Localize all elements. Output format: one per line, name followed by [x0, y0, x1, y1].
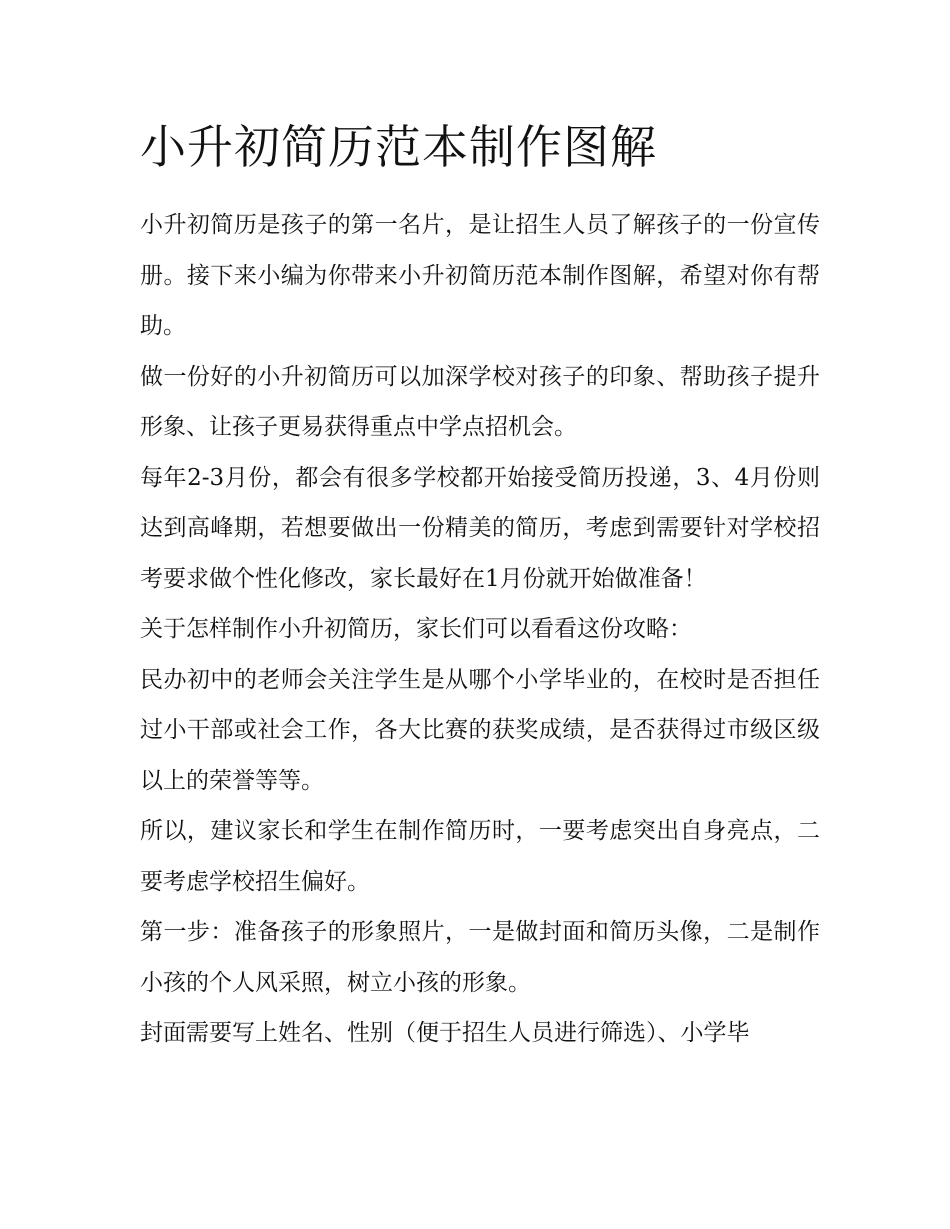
paragraph-advice: 所以，建议家长和学生在制作简历时，一要考虑突出自身亮点，二要考虑学校招生偏好。 — [140, 818, 820, 895]
document-title: 小升初简历范本制作图解 — [140, 120, 657, 174]
paragraph-benefits: 做一份好的小升初简历可以加深学校对孩子的印象、帮助孩子提升形象、让孩子更易获得重点中学点招机会。 — [140, 363, 820, 440]
paragraph-intro: 小升初简历是孩子的第一名片，是让招生人员了解孩子的一份宣传册。接下来小编为你带来小升初简历范本制作图解，希望对你有帮助。 — [140, 212, 820, 339]
document-page — [140, 110, 820, 1059]
paragraph-step-one: 第一步：准备孩子的形象照片，一是做封面和简历头像，二是制作小孩的个人风采照，树立小孩的形象。 — [140, 919, 820, 996]
paragraph-guide-intro: 关于怎样制作小升初简历，家长们可以看看这份攻略： — [140, 616, 692, 642]
paragraph-cover: 封面需要写上姓名、性别（便于招生人员进行筛选）、小学毕 — [140, 1020, 750, 1046]
paragraph-timing: 每年2-3月份，都会有很多学校都开始接受简历投递，3、4月份则达到高峰期，若想要做出一份精美的简历，考虑到需要针对学校招考要求做个性化修改，家长最好在1月份就开始做准备！ — [140, 464, 820, 592]
paragraph-teacher-focus: 民办初中的老师会关注学生是从哪个小学毕业的，在校时是否担任过小干部或社会工作，各大比赛的获奖成绩，是否获得过市级区级以上的荣誉等等。 — [140, 666, 820, 794]
